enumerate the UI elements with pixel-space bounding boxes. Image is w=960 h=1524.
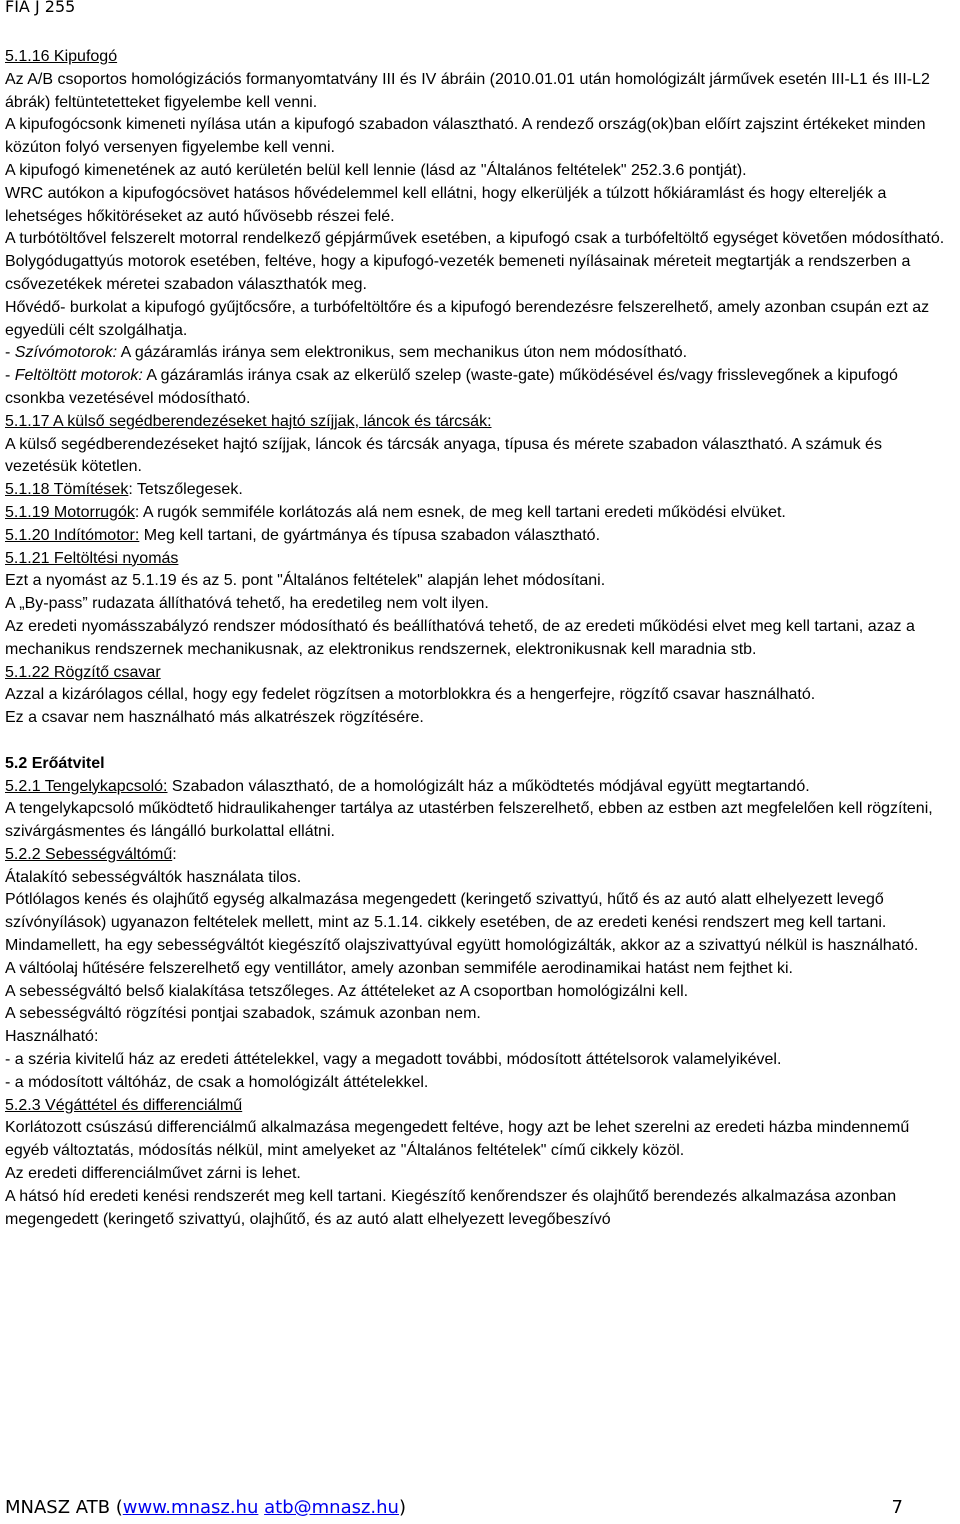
paragraph: A sebességváltó belső kialakítása tetszőleges. Az áttételeket az A csoportban homológizálni kell. bbox=[5, 982, 689, 1000]
paragraph: A váltóolaj hűtésére felszerelhető egy ventillátor, amely azonban semmiféle aerodinamikai hatást nem fejthet ki. bbox=[5, 959, 793, 977]
footer-org: MNASZ ATB bbox=[5, 1497, 111, 1518]
paragraph: A külső segédberendezéseket hajtó szíjjak, láncok és tárcsák anyaga, típusa és mérete szabadon választható. A számuk és vezetésük kötetlen. bbox=[5, 435, 882, 476]
list-item: - a módosított váltóház, de csak a homológizált áttételekkel. bbox=[5, 1073, 429, 1091]
document-header bbox=[5, 0, 75, 17]
paragraph: Korlátozott csúszású differenciálmű alkalmazása megengedett feltéve, hogy azt be lehet szerelni az eredeti házba mindennemű egyéb változtatás, módosítás nélkül, mint amelyeket az "Általános feltételek" című cikkely közöl. bbox=[5, 1119, 910, 1160]
section-heading-5-1-22: 5.1.22 Rögzítő csavar bbox=[5, 663, 161, 681]
paragraph: Mindamellett, ha egy sebességváltót kiegészítő olajszivattyúval együtt homológizálták, akkor az a szivattyú nélkül is használható. bbox=[5, 937, 919, 955]
section-heading-5-1-18: 5.1.18 Tömítések bbox=[5, 481, 129, 499]
section-5-1-19: 5.1.19 Motorrugók: A rugók semmiféle korlátozás alá nem esnek, de meg kell tartani eredeti működési elvüket. bbox=[5, 503, 786, 521]
document-footer: MNASZ ATB (www.mnasz.hu atb@mnasz.hu) 7 bbox=[5, 1497, 903, 1518]
section-heading-5-1-19: 5.1.19 Motorrugók bbox=[5, 503, 135, 521]
paragraph: Ez a csavar nem használható más alkatrészek rögzítésére. bbox=[5, 709, 424, 727]
list-item: - a széria kivitelű ház az eredeti áttételekkel, vagy a megadott további, módosított áttételsorok valamelyikével. bbox=[5, 1051, 782, 1069]
website-link[interactable]: www.mnasz.hu bbox=[122, 1497, 259, 1518]
paragraph: Az eredeti nyomásszabályzó rendszer módosítható és beállíthatóvá tehető, de az eredeti működési elvet meg kell tartani, azaz a mechanikus rendszernek mechanikusnak, az elektronikus rendszernek, elektronikusnak kell maradnia stb. bbox=[5, 617, 915, 658]
section-heading-5-2-3: 5.2.3 Végáttétel és differenciálmű bbox=[5, 1096, 243, 1114]
paragraph: A sebességváltó rögzítési pontjai szabadok, számuk azonban nem. bbox=[5, 1005, 481, 1023]
paragraph: WRC autókon a kipufogócsövet hatásos hővédelemmel kell ellátni, hogy elkerüljék a túlzott hőkiáramlást és hogy eltereljék a lehetséges hőkitöréseket az autó hűvösebb részei felé. bbox=[5, 184, 887, 225]
chapter-heading-5-2: 5.2 Erőátvitel bbox=[5, 754, 105, 772]
paragraph: A tengelykapcsoló működtető hidraulikahenger tartálya az utastérben felszerelhető, ebben az estben azt megfelelően kell rögzíteni, szivárgásmentes és lángálló burkolattal ellátni. bbox=[5, 800, 933, 841]
paragraph: A „By-pass” rudazata állíthatóvá tehető, ha eredetileg nem volt ilyen. bbox=[5, 595, 489, 613]
paragraph: Azzal a kizárólagos céllal, hogy egy fedelet rögzítsen a motorblokkra és a hengerfejre, rögzítő csavar használható. bbox=[5, 686, 816, 704]
paragraph: Pótlólagos kenés és olajhűtő egység alkalmazása megengedett (keringető szivattyú, hűtő és az autó alatt elhelyezett levegő szívónyílások) ugyanazon feltételek mellett, mint az 5.1.14. cikkely esetében, de az eredeti kenési rendszert meg kell tartani. bbox=[5, 891, 887, 932]
paragraph: A turbótöltővel felszerelt motorral rendelkező gépjárművek esetében, a kipufogó csak a turbófeltöltő egységet követően módosítható. bbox=[5, 230, 945, 248]
paragraph: Az A/B csoportos homológizációs formanyomtatvány III és IV ábráin (2010.01.01 után homológizált járművek esetén III-L1 és III-L2 ábrák) feltüntetetteket figyelembe kell venni. bbox=[5, 70, 930, 111]
paragraph: A kipufogócsonk kimeneti nyílása után a kipufogó szabadon választható. A rendező ország(ok)ban előírt zajszint értékeket minden közúton folyó versenyen figyelembe kell venni. bbox=[5, 116, 926, 157]
paragraph: A hátsó híd eredeti kenési rendszerét meg kell tartani. Kiegészítő kenőrendszer és olajhűtő berendezés alkalmazása azonban megengedett (keringető szivattyú, olajhűtő, és az autó alatt elhelyezett levegőbeszívó bbox=[5, 1187, 897, 1228]
paragraph: A kipufogó kimenetének az autó kerületén belül kell lennie (lásd az "Általános feltételek" 252.3.6 pontját). bbox=[5, 161, 747, 179]
paragraph: Az eredeti differenciálművet zárni is lehet. bbox=[5, 1165, 301, 1183]
email-link[interactable]: atb@mnasz.hu bbox=[264, 1497, 399, 1518]
paragraph: Hővédő- burkolat a kipufogó gyűjtőcsőre, a turbófeltöltőre és a kipufogó berendezésre felszerelhető, amely azonban csupán ezt az egyedüli célt szolgálhatja. bbox=[5, 298, 930, 339]
section-5-1-18: 5.1.18 Tömítések: Tetszőlegesek. bbox=[5, 481, 243, 499]
section-heading-5-2-2: 5.2.2 Sebességváltómű bbox=[5, 845, 173, 863]
section-heading-5-1-16: 5.1.16 Kipufogó bbox=[5, 48, 118, 65]
section-heading-5-1-21: 5.1.21 Feltöltési nyomás bbox=[5, 549, 179, 567]
paragraph: Használható: bbox=[5, 1028, 99, 1046]
section-heading-5-1-20: 5.1.20 Indítómotor: bbox=[5, 526, 140, 544]
list-item: - Feltöltött motorok: A gázáramlás iránya csak az elkerülő szelep (waste-gate) működésével és/vagy frisslevegőnek a kipufogó csonkba vezetésével módosítható. bbox=[5, 367, 898, 407]
paragraph: Bolygódugattyús motorok esetében, feltéve, hogy a kipufogó-vezeték bemeneti nyílásainak méreteit megtartják a rendszerben a csővezetékek méretei szabadon választhatók meg. bbox=[5, 253, 911, 293]
term-naturally-aspirated: Szívómotorok: bbox=[14, 344, 118, 362]
document-id: FIA J 255 bbox=[5, 0, 76, 16]
section-5-1-20: 5.1.20 Indítómotor: Meg kell tartani, de gyártmánya és típusa szabadon választható. bbox=[5, 526, 601, 544]
paragraph: Átalakító sebességváltók használata tilos. bbox=[5, 868, 302, 886]
list-item: - Szívómotorok: A gázáramlás iránya sem elektronikus, sem mechanikus úton nem módosítható. bbox=[5, 344, 688, 362]
term-supercharged: Feltöltött motorok: bbox=[14, 367, 143, 385]
page-number: 7 bbox=[891, 1497, 903, 1518]
paragraph: Ezt a nyomást az 5.1.19 és az 5. pont "Általános feltételek" alapján lehet módosítani. bbox=[5, 572, 606, 590]
section-5-2-2: 5.2.2 Sebességváltómű: bbox=[5, 845, 177, 863]
document-body bbox=[5, 46, 957, 1231]
spacer bbox=[5, 730, 957, 753]
section-heading-5-1-17: 5.1.17 A külső segédberendezéseket hajtó szíjjak, láncok és tárcsák: bbox=[5, 412, 492, 430]
section-heading-5-2-1: 5.2.1 Tengelykapcsoló: bbox=[5, 777, 168, 795]
section-5-2-1: 5.2.1 Tengelykapcsoló: Szabadon választható, de a homológizált ház a működtetés módjával együtt megtartandó. bbox=[5, 777, 810, 795]
